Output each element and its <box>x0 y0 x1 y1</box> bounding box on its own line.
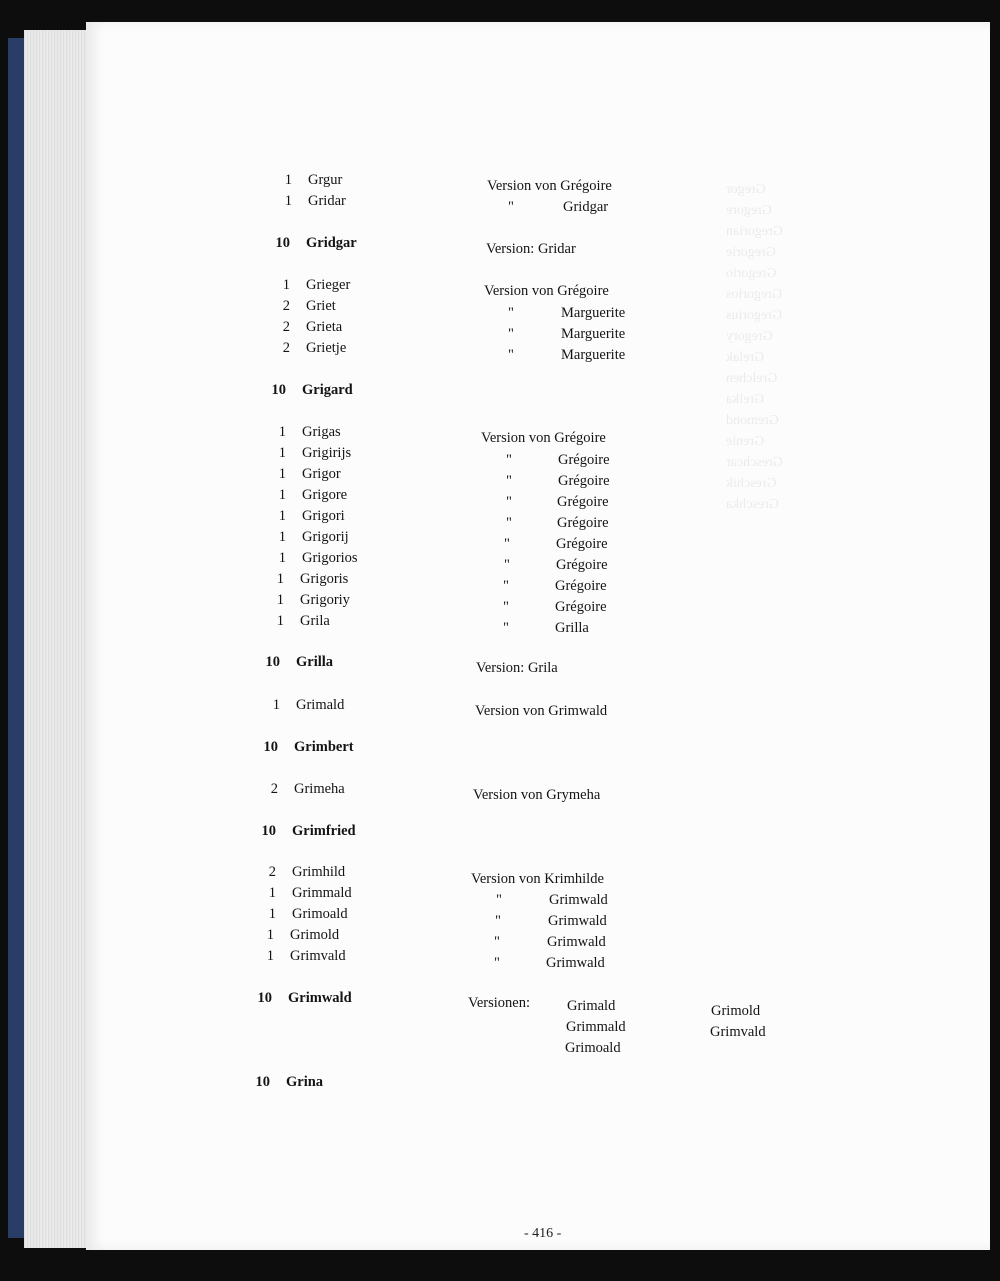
entry-name: Grigorij <box>302 529 349 545</box>
name-entry <box>264 529 349 546</box>
ghost-line: Gregorius <box>726 308 782 323</box>
entry-name: Grigoris <box>300 571 349 587</box>
entry-count: 2 <box>268 864 276 880</box>
ghost-line: Gregorian <box>726 224 783 239</box>
name-entry <box>256 781 345 798</box>
name-entry <box>264 424 341 441</box>
version-note: Grimald <box>567 998 616 1014</box>
version-note: Grégoire <box>558 452 610 468</box>
entry-name: Grgur <box>308 172 343 188</box>
entry-name: Grimfried <box>292 823 356 839</box>
entry-count: 1 <box>278 466 286 482</box>
version-note: Grimvald <box>710 1024 766 1040</box>
ghost-line: Gregor <box>726 182 766 197</box>
entry-count: 1 <box>272 697 280 713</box>
version-note: Version von Grymeha <box>473 787 601 803</box>
version-note: " <box>495 913 501 929</box>
name-entry <box>264 487 347 504</box>
page-number: - 416 - <box>524 1226 562 1241</box>
version-note: Grimwald <box>548 913 607 929</box>
version-note: Grilla <box>555 620 589 636</box>
version-note: " <box>506 452 512 468</box>
version-note: Grégoire <box>555 578 607 594</box>
version-note: " <box>504 557 510 573</box>
name-entry <box>258 697 344 714</box>
entry-name: Grina <box>286 1074 324 1090</box>
version-note: Marguerite <box>561 347 626 363</box>
entry-name: Grieta <box>306 319 343 335</box>
version-note: Grimwald <box>549 892 608 908</box>
ghost-line: Grenie <box>726 434 765 449</box>
entry-name: Gridar <box>308 193 346 209</box>
name-entry <box>264 466 341 483</box>
entry-count: 1 <box>284 172 292 188</box>
entry-count: 10 <box>265 654 280 670</box>
entry-count: 10 <box>257 990 272 1006</box>
version-note: Grégoire <box>558 473 610 489</box>
name-entry <box>268 340 346 357</box>
entry-count: 2 <box>270 781 278 797</box>
entry-count: 1 <box>278 550 286 566</box>
entry-name: Grigori <box>302 508 345 524</box>
entry-name: Grietje <box>306 340 347 356</box>
entry-count: 1 <box>268 906 276 922</box>
name-entry <box>264 550 358 567</box>
entry-count: 2 <box>282 298 290 314</box>
name-entry <box>254 823 356 840</box>
version-note: Versionen: <box>468 995 531 1011</box>
name-entry <box>268 319 342 336</box>
version-note: Grimwald <box>547 934 606 950</box>
version-note: " <box>503 578 509 594</box>
version-note: Grimwald <box>546 955 605 971</box>
entry-count: 1 <box>276 571 284 587</box>
entry-name: Grimvald <box>290 948 346 964</box>
entry-name: Grila <box>300 613 330 629</box>
name-entry <box>268 277 350 294</box>
ghost-line: Grelka <box>726 392 765 407</box>
entry-name: Grimbert <box>294 739 354 755</box>
entry-name: Grimhild <box>292 864 346 880</box>
entry-count: 1 <box>284 193 292 209</box>
entry-name: Grimwald <box>288 990 352 1006</box>
name-entry <box>270 172 342 189</box>
name-entry <box>262 613 330 630</box>
entry-count: 10 <box>271 382 286 398</box>
version-note: Version: Grila <box>476 660 558 676</box>
name-entry <box>254 864 345 881</box>
ghost-line: Gregorios <box>726 287 782 302</box>
entry-name: Grimoald <box>292 906 348 922</box>
version-note: " <box>494 934 500 950</box>
ghost-line: Gregorie <box>726 245 776 260</box>
name-entry <box>270 193 346 210</box>
version-note: " <box>503 620 509 636</box>
version-note: Version von Grégoire <box>481 430 606 446</box>
entry-name: Grigor <box>302 466 341 482</box>
version-note: Grégoire <box>557 515 609 531</box>
name-entry <box>268 235 357 252</box>
version-note: " <box>508 326 514 342</box>
ghost-line: Grelak <box>726 350 765 365</box>
entry-count: 1 <box>276 592 284 608</box>
entry-count: 1 <box>278 424 286 440</box>
version-note: " <box>506 515 512 531</box>
entry-name: Grigore <box>302 487 348 503</box>
version-note: Grimold <box>711 1003 761 1019</box>
version-note: Marguerite <box>561 326 626 342</box>
version-note: Grimmald <box>566 1019 626 1035</box>
entry-name: Grimmald <box>292 885 352 901</box>
entry-count: 10 <box>275 235 290 251</box>
version-note: Version: Gridar <box>486 241 576 257</box>
version-note: Grégoire <box>557 494 609 510</box>
version-note: " <box>504 536 510 552</box>
entry-count: 1 <box>276 613 284 629</box>
entry-count: 10 <box>261 823 276 839</box>
entry-name: Griet <box>306 298 336 314</box>
entry-count: 1 <box>282 277 290 293</box>
entry-count: 10 <box>263 739 278 755</box>
entry-name: Grigorios <box>302 550 358 566</box>
version-note: " <box>506 473 512 489</box>
name-entry <box>258 654 333 671</box>
entry-name: Grigard <box>302 382 353 398</box>
name-entry <box>248 1074 323 1091</box>
version-note: Grimoald <box>565 1040 621 1056</box>
version-note: Grégoire <box>556 557 608 573</box>
version-note: " <box>508 199 514 215</box>
version-note: Grégoire <box>555 599 607 615</box>
entry-count: 1 <box>278 529 286 545</box>
entry-count: 1 <box>266 927 274 943</box>
entry-name: Grigoriy <box>300 592 350 608</box>
ghost-line: Gregory <box>726 329 773 344</box>
ghost-line: Greschcar <box>726 455 783 470</box>
name-entry <box>250 990 352 1007</box>
name-entry <box>264 382 353 399</box>
name-entry <box>254 885 352 902</box>
name-entry <box>264 445 351 462</box>
entry-name: Grieger <box>306 277 351 293</box>
ghost-line: Gremond <box>726 413 779 428</box>
entry-count: 1 <box>278 487 286 503</box>
entry-count: 1 <box>266 948 274 964</box>
page <box>86 22 990 1250</box>
entry-count: 2 <box>282 319 290 335</box>
name-entry <box>268 298 336 315</box>
entry-count: 1 <box>278 508 286 524</box>
ghost-line: Gregore <box>726 203 772 218</box>
name-entry <box>252 927 339 944</box>
entry-count: 10 <box>255 1074 270 1090</box>
version-note: Version von Grégoire <box>484 283 609 299</box>
entry-count: 1 <box>268 885 276 901</box>
entry-name: Gridgar <box>306 235 357 251</box>
entry-name: Grigas <box>302 424 341 440</box>
name-entry <box>252 948 346 965</box>
entry-name: Grimald <box>296 697 345 713</box>
name-entry <box>254 906 348 923</box>
name-entry <box>256 739 354 756</box>
version-note: " <box>508 305 514 321</box>
name-entry <box>264 508 345 525</box>
entry-count: 1 <box>278 445 286 461</box>
version-note: Marguerite <box>561 305 626 321</box>
version-note: " <box>508 347 514 363</box>
name-entry <box>262 571 348 588</box>
ghost-line: Greschka <box>726 497 779 512</box>
entry-name: Grimold <box>290 927 340 943</box>
version-note: " <box>494 955 500 971</box>
version-note: Gridgar <box>563 199 609 215</box>
version-note: Grégoire <box>556 536 608 552</box>
version-note: " <box>506 494 512 510</box>
ghost-line: Greschik <box>726 476 777 491</box>
version-note: Version von Krimhilde <box>471 871 604 887</box>
page-edges <box>24 30 94 1248</box>
version-note: Version von Grégoire <box>487 178 612 194</box>
name-entry <box>262 592 350 609</box>
entry-name: Grimeha <box>294 781 345 797</box>
version-note: " <box>503 599 509 615</box>
ghost-line: Grelchen <box>726 371 778 386</box>
entry-name: Grilla <box>296 654 334 670</box>
version-note: " <box>496 892 502 908</box>
entry-name: Grigirijs <box>302 445 352 461</box>
version-note: Version von Grimwald <box>475 703 608 719</box>
ghost-line: Gregorio <box>726 266 777 281</box>
entry-count: 2 <box>282 340 290 356</box>
